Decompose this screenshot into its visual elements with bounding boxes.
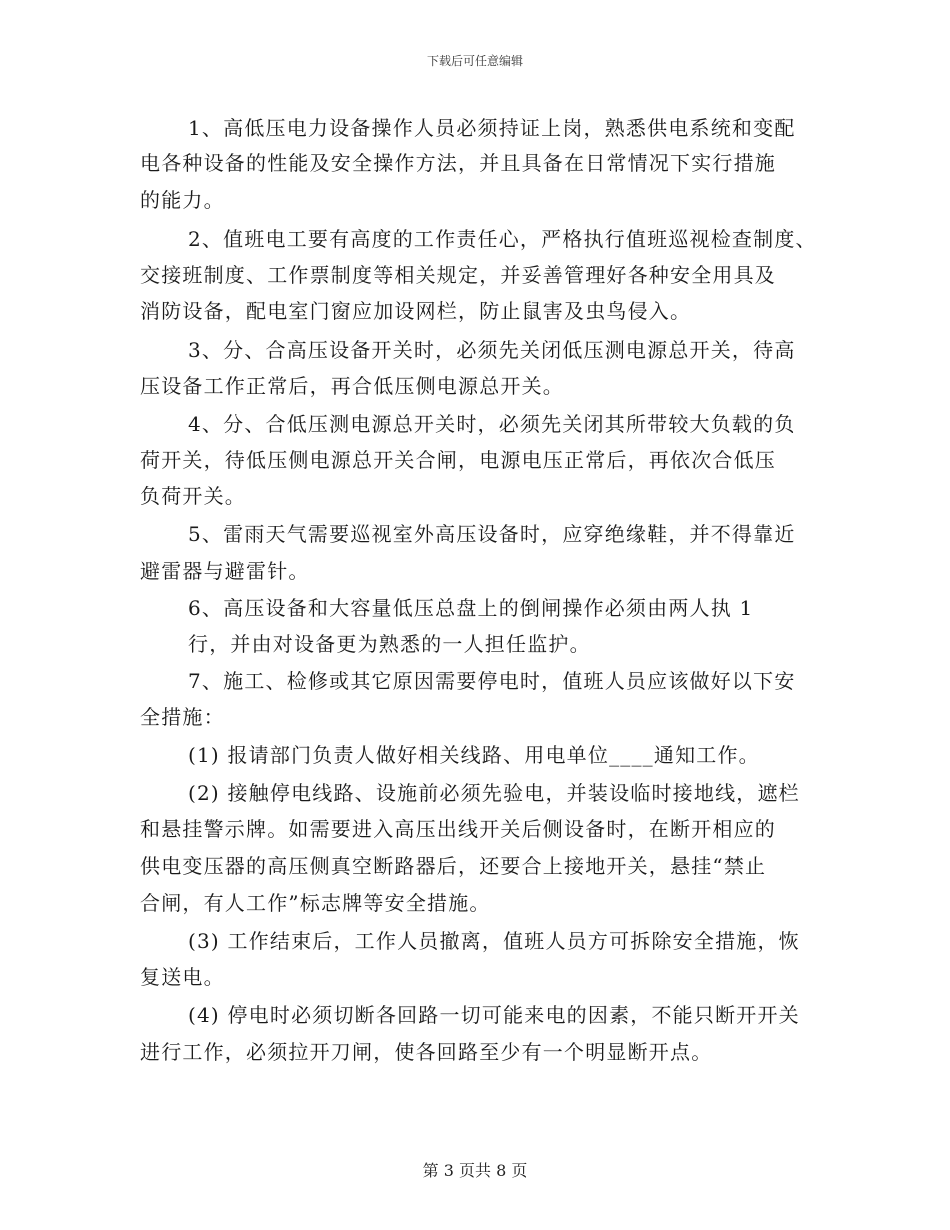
text-line: (4) 停电时必须切断各回路一切可能来电的因素，不能只断开开关 xyxy=(188,1003,800,1027)
text-line: 消防设备，配电室门窗应加设网栏，防止鼠害及虫鸟侵入。 xyxy=(140,299,692,323)
text-line: 和悬挂警示牌。如需要进入高压出线开关后侧设备时，在断开相应的 xyxy=(140,817,776,841)
text-line: 4、分、合低压测电源总开关时，必须先关闭其所带较大负载的负 xyxy=(188,412,796,436)
text-line: 2、值班电工要有高度的工作责任心，严格执行值班巡视检查制度、 xyxy=(188,227,817,251)
text-line: (3) 工作结束后，工作人员撤离，值班人员方可拆除安全措施，恢 xyxy=(188,929,800,953)
text-line: 负荷开关。 xyxy=(140,484,246,508)
text-line: 压设备工作正常后，再合低压侧电源总开关。 xyxy=(140,374,564,398)
text-line: 交接班制度、工作票制度等相关规定，并妥善管理好各种安全用具及 xyxy=(140,263,776,287)
text-line: 的能力。 xyxy=(140,188,225,212)
text-line: 复送电。 xyxy=(140,965,225,989)
page-header: 下载后可任意编辑 xyxy=(426,54,523,68)
text-line: 避雷器与避雷针。 xyxy=(140,559,310,583)
text-line: 荷开关，待低压侧电源总开关合闸，电源电压正常后，再依次合低压 xyxy=(140,448,776,472)
page-footer: 第 3 页共 8 页 xyxy=(422,1161,528,1180)
text-line: (1) 报请部门负责人做好相关线路、用电单位____通知工作。 xyxy=(188,743,760,767)
text-line: 行，并由对设备更为熟悉的一人担任监护。 xyxy=(188,632,591,656)
text-line: 6、高压设备和大容量低压总盘上的倒闸操作必须由两人执 1 xyxy=(188,596,754,620)
text-line: 3、分、合高压设备开关时，必须先关闭低压测电源总开关，待高 xyxy=(188,338,796,362)
text-line: 1、高低压电力设备操作人员必须持证上岗，熟悉供电系统和变配 xyxy=(188,116,796,140)
text-line: 电各种设备的性能及安全操作方法，并且具备在日常情况下实行措施 xyxy=(140,151,776,175)
text-line: 7、施工、检修或其它原因需要停电时，值班人员应该做好以下安 xyxy=(188,669,796,693)
text-line: 合闸，有人工作”标志牌等安全措施。 xyxy=(140,891,491,915)
text-line: (2) 接触停电线路、设施前必须先验电，并装设临时接地线，遮栏 xyxy=(188,781,800,805)
text-line: 供电变压器的高压侧真空断路器后，还要合上接地开关，悬挂“禁止 xyxy=(140,854,767,878)
text-line: 5、雷雨天气需要巡视室外高压设备时，应穿绝缘鞋，并不得靠近 xyxy=(188,522,796,546)
text-line: 进行工作，必须拉开刀闸，使各回路至少有一个明显断开点。 xyxy=(140,1040,713,1064)
text-line: 全措施： xyxy=(140,705,225,729)
